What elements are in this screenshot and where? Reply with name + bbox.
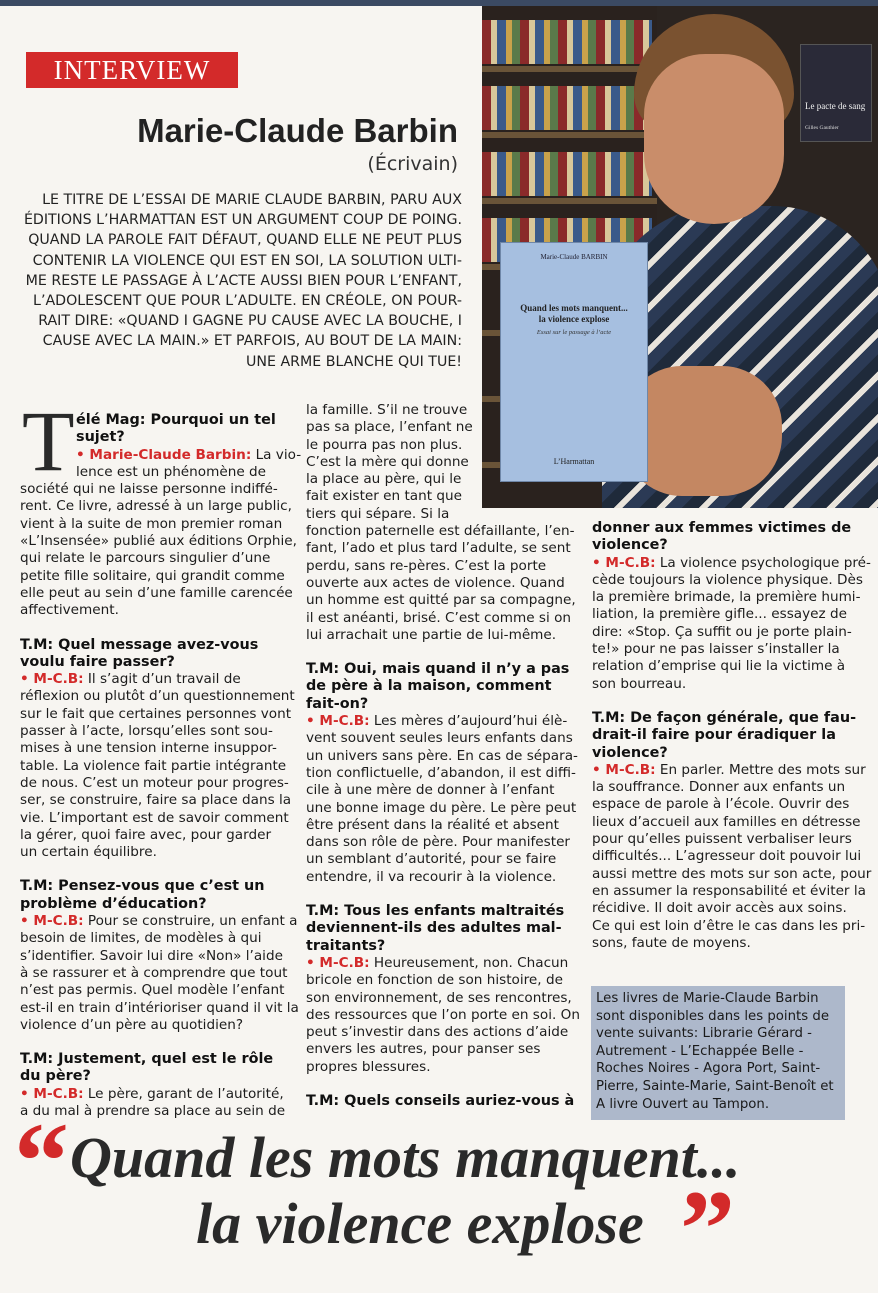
answer-line: cède toujours la violence physique. Dès [592,571,863,588]
question: T.M: Quels conseils auriez-vous à [306,1092,575,1109]
answer-line: dire: «Stop. Ça suffit ou je porte plain- [592,623,852,640]
question: drait-il faire pour éradiquer la [592,727,836,744]
answer-line: table. La violence fait partie intégrante [20,757,287,774]
answer-line: espace de parole à l’école. Ouvrir des [592,796,850,813]
answer-line: sons, faute de moyens. [592,934,751,951]
answer-line: perdu, sans re-pères. C’est la porte [306,557,547,574]
close-quote-mark: ” [680,1168,735,1290]
speaker-label: • M-C.B: [592,761,656,778]
question: deviennent-ils des adultes mal- [306,920,562,937]
question: traitants? [306,937,386,954]
answer-line: une bonne image du père. Le père peut [306,799,577,816]
answer-line [20,913,298,930]
answer-text: En parler. Mettre des mots sur [655,761,866,778]
availability-line: Roches Noires - Agora Port, Saint- [596,1061,821,1077]
answer-line: des ressources que l’on porte en soi. On [306,1006,580,1023]
question: voulu faire passer? [20,653,175,670]
answer-line: envers les autres, pour panser ses [306,1041,541,1058]
answer-line: la famille. S’il ne trouve [306,402,468,418]
speaker-label: • M-C.B: [306,713,370,730]
answer-line: lieux d’accueil aux familles en détresse [592,813,861,830]
availability-box [591,986,845,1120]
question: élé Mag: Pourquoi un tel [76,412,276,428]
lead-line: LE TITRE DE L’ESSAI DE MARIE CLAUDE BARBIN, PARU AUX [42,192,462,208]
answer-line: sur le fait que certaines personnes vont [20,705,292,722]
answer-line: difficultés... L’agresseur doit pouvoir lui [592,848,862,865]
lead-line: ME RESTE LE PASSAGE À L’ACTE AUSSI BIEN POUR L’ENFANT, [25,272,462,289]
answer-line: n’est pas permis. Quel modèle l’enfant [20,982,285,999]
availability-line: vente suivants: Librarie Gérard - [596,1026,812,1042]
answer-line: qui relate le parcours singulier d’une [20,550,271,567]
answer-line: un certain équilibre. [20,844,157,861]
answer-text: La violence psychologique pré- [655,554,871,571]
answer-line: un homme est quitté par sa compagne, [306,592,576,609]
answer-line: société qui ne laisse personne indiffé- [20,481,278,498]
poster-title: Le pacte de sang [805,101,866,111]
availability-line: Pierre, Sainte-Marie, Saint-Benoît et [596,1078,834,1094]
answer-line: un univers sans père. En cas de sépara- [306,747,578,764]
question: problème d’éducation? [20,895,207,912]
question: de père à la maison, comment [306,678,552,695]
lead-line: QUAND LA PAROLE FAIT DÉFAUT, QUAND ELLE NE PEUT PLUS [28,232,462,249]
answer-line: pour qu’elles puissent verbaliser leurs [592,831,852,848]
answer-line: passer à l’acte, lorsqu’elles sont sou- [20,723,273,740]
shelf-books [482,152,652,196]
answer-line: rent. Ce livre, adressé à un large public, [20,498,292,515]
answer-line: bricole en fonction de son histoire, de [306,972,563,989]
section-badge: INTERVIEW [26,52,238,88]
lead-paragraph [18,190,462,372]
answer-line: ser, se construire, faire sa place dans la [20,792,292,809]
question: sujet? [76,429,125,446]
answer-line: de nous. C’est un moteur pour progres- [20,774,289,791]
answer-line: la souffrance. Donner aux enfants un [592,779,846,796]
answer-line: son environnement, de ses rencontres, [306,989,572,1006]
answer-line: vent souvent seules leurs enfants dans [306,730,573,747]
answer-line: ouverte aux actes de violence. Quand [306,574,565,591]
question: T.M: Justement, quel est le rôle [20,1051,274,1068]
answer-line: cile à une mère de donner à l’enfant [306,782,555,799]
answer-line: la place au père, qui le [306,471,462,488]
speaker-label: • M-C.B: [20,671,84,688]
availability-line: A livre Ouvert au Tampon. [596,1096,770,1112]
answer-line: récidive. Il doit avoir accès aux soins. [592,900,847,917]
article-column-3 [592,520,874,952]
answer-line: «L’Insensée» publié aux éditions Orphie, [20,533,297,550]
author-face [644,54,784,224]
speaker-label: • M-C.B: [306,954,370,971]
article-column-1 [20,412,302,1120]
answer-line [306,955,578,972]
lead-line: CAUSE AVEC LA MAIN.» ET PARFOIS, AU BOUT DE LA MAIN: [42,333,462,350]
interviewee-role: (Écrivain) [367,153,458,175]
book-cover-subtitle: Essai sur le passage à l’acte [536,329,612,336]
answer-line: fait exister en tant que [306,488,463,505]
answer-line: relation d’emprise qui lie la victime à [592,658,846,675]
answer-line [306,713,578,730]
answer-line: son bourreau. [592,675,687,692]
question: du père? [20,1068,91,1085]
lead-line: ÉDITIONS L’HARMATTAN EST UN ARGUMENT COUP DE POING. [23,212,462,229]
availability-line: Les livres de Marie-Claude Barbin [596,991,819,1006]
answer-line [20,671,284,688]
answer-line: la gérer, quoi faire avec, pour garder [20,826,272,843]
shelf-books [482,20,652,64]
availability-line: Autrement - L’Echappée Belle - [596,1043,804,1059]
speaker-label: • M-C.B: [20,913,84,930]
answer-line: pas sa place, l’enfant ne [306,419,473,436]
speaker-label: • Marie-Claude Barbin: [76,446,252,463]
answer-text: Le père, garant de l’autorité, [83,1085,284,1102]
pull-quote-line-2: la violence explose [196,1191,644,1256]
answer-text: Heureusement, non. Chacun [369,954,569,971]
answer-line: peut s’investir dans des actions d’aide [306,1024,569,1041]
answer-text: La vio- [251,446,302,463]
answer-line: te!» pour ne pas laisser s’installer la [592,641,840,658]
availability-text [596,990,844,1113]
drop-cap: T [22,393,75,489]
answer-line: être présent dans la réalité et absent [306,816,559,833]
poster-author: Gilles Gauthier [805,125,839,131]
answer-line [592,762,874,779]
question: fait-on? [306,695,369,712]
answer-line: mises à une tension interne insuppor- [20,740,277,757]
question: T.M: Pensez-vous que c’est un [20,878,265,895]
answer-text: Les mères d’aujourd’hui élè- [369,713,568,730]
question: T.M: Oui, mais quand il n’y a pas [306,661,570,678]
answer-line: C’est la mère qui donne [306,453,469,470]
answer-line: s’identifier. Savoir lui dire «Non» l’aide [20,947,283,964]
answer-line: est-il en train d’intérioriser quand il vit la [20,999,299,1016]
question: violence? [592,537,668,554]
answer-line [20,446,302,464]
answer-line: affectivement. [20,602,119,619]
answer-line: elle peut au sein d’une famille carencée [20,584,293,601]
shelf-books [482,86,652,130]
book-cover-title-line: la violence explose [538,314,610,324]
availability-line: sont disponibles dans les points de [596,1008,830,1024]
question: T.M: Quel message avez-vous [20,636,259,653]
answer-line: la première brimade, la première humi- [592,589,861,606]
answer-line: fonction paternelle est défaillante, l’en- [306,523,575,540]
lead-line: CONTENIR LA VIOLENCE QUI EST EN SOI, LA SOLUTION ULTI- [32,252,462,269]
answer-line: un semblant d’autorité, pour se faire [306,851,557,868]
answer-line: il est anéanti, brisé. C’est comme si on [306,609,572,626]
book-cover-publisher: L’Harmattan [553,457,595,466]
lead-line: L’ADOLESCENT QUE POUR L’ADULTE. EN CRÉOLE, ON POUR- [33,293,462,310]
answer-line: aussi mettre des mots sur son acte, pour [592,865,872,882]
interviewee-name: Marie-Claude Barbin [137,112,458,149]
answer-line: vie. L’important est de savoir comment [20,809,289,826]
lead-line: UNE ARME BLANCHE QUI TUE! [245,353,462,370]
open-quote-mark: “ [14,1100,69,1222]
answer-line: entendre, il va recourir à la violence. [306,868,557,885]
answer-line: propres blessures. [306,1058,431,1075]
answer-line: a du mal à prendre sa place au sein de [20,1102,286,1119]
question: donner aux femmes victimes de [592,520,852,536]
book-cover-title-line: Quand les mots manquent... [520,303,628,313]
answer-line: lence est un phénomène de [76,463,267,480]
question: violence? [592,744,668,761]
book-cover-author: Marie-Claude BARBIN [540,253,608,261]
book-poster [800,44,872,142]
answer-line: le pourra pas non plus. [306,436,463,453]
answer-line: vient à la suite de mon premier roman [20,515,283,532]
answer-line: violence d’un père au quotidien? [20,1016,244,1033]
answer-line: besoin de limites, de modèles à qui [20,930,262,947]
speaker-label: • M-C.B: [592,554,656,571]
answer-line: Ce qui est loin d’être le cas dans les pri- [592,917,866,934]
answer-line: petite fille solitaire, qui grandit comme [20,567,285,584]
answer-line [592,555,874,572]
question: T.M: Tous les enfants maltraités [306,903,565,920]
answer-line: liation, la première gifle... essayez de [592,606,847,623]
answer-line: réflexion ou plutôt d’un questionnement [20,688,295,705]
answer-line: dans son rôle de père. Pour manifester [306,834,571,851]
answer-text: Il s’agit d’un travail de [83,671,241,688]
answer-text: Pour se construire, un enfant a [83,913,298,930]
lead-line: RAIT DIRE: «QUAND I GAGNE PU CAUSE AVEC LA BOUCHE, I [38,313,462,330]
speaker-label: • M-C.B: [20,1085,84,1102]
book-cover-title [507,303,641,325]
answer-line: tion conflictuelle, d’abandon, il est diffi- [306,764,576,781]
answer-line: fant, l’ado et plus tard l’adulte, se sent [306,540,571,557]
answer-line: lui arrachait une partie de lui-même. [306,626,557,643]
answer-line: tiers qui sépare. Si la [306,505,450,522]
pull-quote-line-1: Quand les mots manquent... [70,1125,741,1190]
question: T.M: De façon générale, que fau- [592,709,857,726]
article-column-2 [306,402,578,1110]
answer-line: à se rassurer et à comprendre que tout [20,964,288,981]
answer-line: en assumer la responsabilité et éviter la [592,882,866,899]
